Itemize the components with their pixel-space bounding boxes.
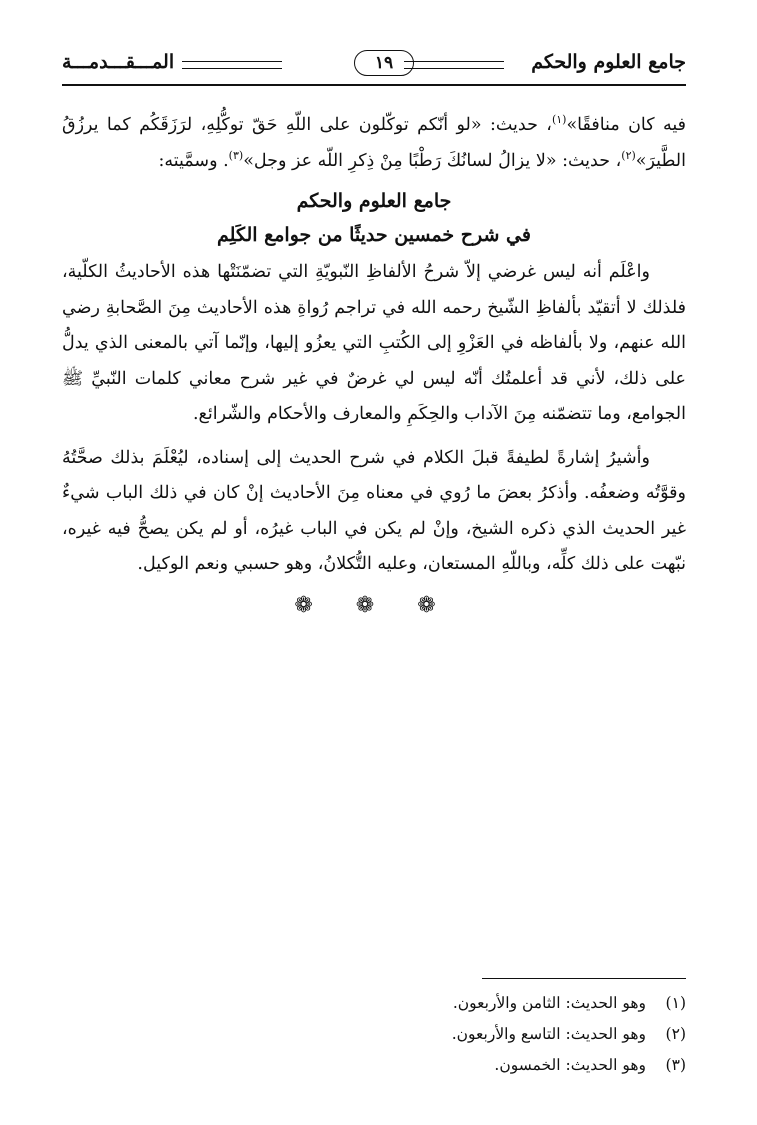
section-ornaments xyxy=(62,593,686,618)
header-rule-left xyxy=(182,61,282,69)
main-text xyxy=(62,108,686,618)
section-title: المـــقـــدمـــة xyxy=(62,51,175,73)
header-divider xyxy=(62,84,686,86)
flower-ornament-icon: ❁ xyxy=(294,592,331,618)
footnote-divider xyxy=(482,978,686,979)
footnote-text: وهو الحديث: الخمسون. xyxy=(494,1056,646,1074)
book-name-heading: جامع العلوم والحكم xyxy=(296,190,452,212)
paragraph-method: واعْلَم أنه ليس غرضي إلاّ شرحُ الألفاظِ النّبويّةِ التي تضمّنَتْها هذه الأحاديثُ الكلّية، فلذلك لا أتقيّد بألفاظِ الشّيخ رحمه الله في تراجم رُواةِ هذه الأحاديث مِنَ الصَّحابةِ رضي الله عنهم، ولا بألفاظه في العَزْوِ إلى الكُتبِ التي يعزُو إليها، وإنّما آتي بالمعنى الذي يدلُّ على ذلك، لأني قد أعلمتُك أنّه ليس لي غرضٌ في غير شرح معاني كلمات النّبيِّ ﷺ الجوامع، وما تتضمّنه مِنَ الآداب والحِكَمِ والمعارف والأحكام والشّرائع. xyxy=(62,262,686,424)
text-run: . وسمَّيته: xyxy=(158,150,229,171)
paragraph-gap xyxy=(62,433,686,441)
footnote-text: وهو الحديث: الثامن والأربعون. xyxy=(452,994,646,1012)
page-number: ١٩ xyxy=(354,50,414,76)
book-title: جامع العلوم والحكم xyxy=(531,51,686,73)
footnote-number: (٢) xyxy=(665,1025,686,1043)
footnote-ref-2[interactable]: (٢) xyxy=(621,148,636,162)
footnote-item xyxy=(62,1050,686,1081)
flower-ornament-icon: ❁ xyxy=(417,592,454,618)
footnote-number: (١) xyxy=(665,994,686,1012)
header-rule-right xyxy=(404,61,504,69)
footnote-item xyxy=(62,988,686,1019)
text-run: فيه كان منافقًا» xyxy=(566,115,686,135)
footnote-text: وهو الحديث: التاسع والأربعون. xyxy=(451,1025,646,1043)
footnote-ref-3[interactable]: (٣) xyxy=(228,148,244,162)
page-header xyxy=(62,50,686,80)
footnote-number: (٣) xyxy=(665,1056,686,1074)
text-run: ، حديث: «لا يزالُ لسانُكَ رَطْبًا مِنْ ذِكرِ اللّه عز وجل» xyxy=(243,150,622,171)
text-run: ، حديث: «لو أنّكم توكّلون على اللّهِ حَقّ توكُّلِهِ، لرَزَقَكُم كما يرزُقُ الطَّيرَ» xyxy=(62,115,686,171)
book-subtitle-heading: في شرح خمسين حديثًا من جوامع الكَلِم xyxy=(217,224,531,246)
footnote-item xyxy=(62,1019,686,1050)
flower-ornament-icon: ❁ xyxy=(355,592,393,618)
paragraph-isnad: وأشيرُ إشارةً لطيفةً قبلَ الكلام في شرح الحديث إلى إسناده، ليُعْلَمَ بذلك صحَّتُهُ وقوَّتُه وضعفُه. وأذكرُ بعضَ ما رُوي في معناه مِنَ الأحاديث إنْ كان في ذلك الباب شيءٌ غير الحديث الذي ذكره الشيخ، وإنْ لم يكن في الباب غيرُه، أو لم يكن يصحُّ فيه غيره، نبّهت على ذلك كلِّه، وباللّهِ المستعان، وعليه التُّكلانُ، وهو حسبي ونعم الوكيل. xyxy=(62,447,686,574)
paragraph-intro xyxy=(62,108,686,179)
footnote-ref-1[interactable]: (١) xyxy=(551,113,567,127)
footnotes xyxy=(62,988,686,1081)
